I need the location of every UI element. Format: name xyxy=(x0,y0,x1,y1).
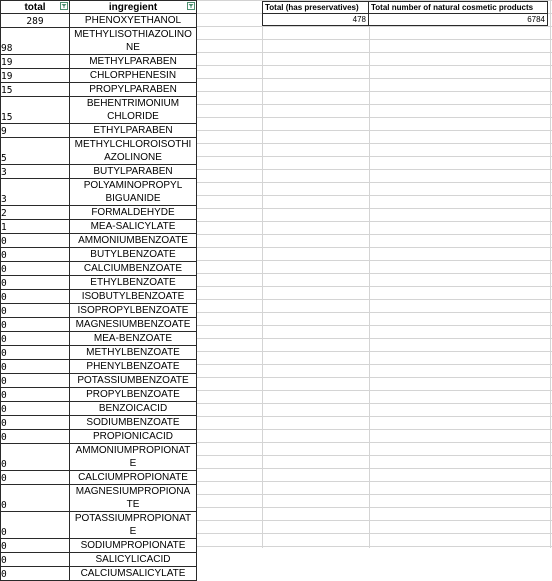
cell-ingredient[interactable] xyxy=(70,444,197,471)
cell-total[interactable]: 0 xyxy=(1,276,70,290)
table-row xyxy=(1,97,197,124)
table-row xyxy=(1,416,197,430)
cell-ingredient[interactable] xyxy=(70,220,197,234)
cell-total[interactable]: 0 xyxy=(1,262,70,276)
cell-ingredient[interactable] xyxy=(70,69,197,83)
table-row xyxy=(1,332,197,346)
cell-ingredient-line: E xyxy=(129,458,137,469)
cell-total[interactable]: 5 xyxy=(1,138,70,165)
cell-ingredient[interactable] xyxy=(70,346,197,360)
cell-total[interactable]: 0 xyxy=(1,248,70,262)
table-row xyxy=(1,567,197,581)
cell-total[interactable]: 2 xyxy=(1,206,70,220)
table-row xyxy=(1,206,197,220)
table-row xyxy=(1,276,197,290)
cell-ingredient-line: POLYAMINOPROPYL xyxy=(83,180,183,191)
cell-ingredient-line: BUTYLPARABEN xyxy=(93,166,173,177)
cell-ingredient-line: POTASSIUMPROPIONAT xyxy=(74,513,192,524)
cell-total[interactable]: 0 xyxy=(1,360,70,374)
cell-total[interactable]: 0 xyxy=(1,318,70,332)
cell-ingredient-line: BENZOICACID xyxy=(98,403,168,414)
cell-ingredient-line: METHYLPARABEN xyxy=(89,56,177,67)
ingredient-table xyxy=(0,0,197,581)
table-row xyxy=(1,262,197,276)
cell-total[interactable]: 0 xyxy=(1,512,70,539)
cell-ingredient[interactable] xyxy=(70,234,197,248)
table-row xyxy=(1,430,197,444)
cell-ingredient[interactable] xyxy=(70,388,197,402)
cell-total[interactable]: 0 xyxy=(1,234,70,248)
cell-total[interactable]: 1 xyxy=(1,220,70,234)
cell-ingredient[interactable] xyxy=(70,165,197,179)
cell-total[interactable]: 0 xyxy=(1,304,70,318)
column-header-label: total xyxy=(24,1,46,13)
cell-total[interactable]: 15 xyxy=(1,97,70,124)
cell-ingredient[interactable] xyxy=(70,248,197,262)
cell-ingredient-line: CALCIUMSALICYLATE xyxy=(80,568,186,579)
cell-total[interactable]: 0 xyxy=(1,485,70,512)
table-row xyxy=(1,318,197,332)
cell-total[interactable]: 98 xyxy=(1,28,70,55)
cell-ingredient-line: MAGNESIUMBENZOATE xyxy=(75,319,191,330)
cell-ingredient-line: TE xyxy=(126,499,140,510)
cell-ingredient-line: CALCIUMBENZOATE xyxy=(83,263,183,274)
cell-ingredient-line: MAGNESIUMPROPIONA xyxy=(75,486,191,497)
table-row xyxy=(1,485,197,512)
cell-total[interactable]: 0 xyxy=(1,416,70,430)
cell-ingredient-line: AMMONIUMBENZOATE xyxy=(78,235,188,246)
table-row xyxy=(1,220,197,234)
cell-ingredient-line: AZOLINONE xyxy=(104,152,162,163)
table-row xyxy=(1,374,197,388)
cell-ingredient[interactable] xyxy=(70,318,197,332)
table-row xyxy=(1,360,197,374)
cell-ingredient[interactable] xyxy=(70,14,197,28)
cell-total[interactable]: 19 xyxy=(1,55,70,69)
table-row xyxy=(1,179,197,206)
cell-ingredient[interactable] xyxy=(70,485,197,512)
cell-ingredient-line: AMMONIUMPROPIONAT xyxy=(75,445,191,456)
cell-ingredient-line: PROPYLPARABEN xyxy=(89,84,177,95)
cell-total[interactable]: 0 xyxy=(1,430,70,444)
filter-dropdown-icon[interactable] xyxy=(60,2,68,10)
cell-ingredient-line: E xyxy=(129,526,137,537)
table-row xyxy=(1,402,197,416)
table-row xyxy=(1,165,197,179)
cell-ingredient-line: METHYLISOTHIAZOLINO xyxy=(74,29,192,40)
cell-ingredient[interactable] xyxy=(70,430,197,444)
summary-label-natural-products[interactable]: Total number of natural cosmetic products xyxy=(369,2,548,14)
cell-ingredient-line: POTASSIUMBENZOATE xyxy=(77,375,189,386)
table-row xyxy=(1,388,197,402)
table-row xyxy=(1,553,197,567)
cell-total[interactable]: 15 xyxy=(1,83,70,97)
gridline xyxy=(369,0,370,548)
cell-total[interactable]: 0 xyxy=(1,346,70,360)
cell-ingredient[interactable] xyxy=(70,290,197,304)
table-row xyxy=(1,69,197,83)
cell-ingredient-line: SODIUMPROPIONATE xyxy=(80,540,186,551)
cell-ingredient[interactable] xyxy=(70,360,197,374)
cell-ingredient[interactable] xyxy=(70,304,197,318)
cell-total[interactable]: 0 xyxy=(1,553,70,567)
cell-ingredient[interactable] xyxy=(70,402,197,416)
cell-ingredient-line: CALCIUMPROPIONATE xyxy=(78,472,188,483)
gridline xyxy=(550,0,551,548)
table-row xyxy=(1,444,197,471)
cell-ingredient-line: METHYLBENZOATE xyxy=(86,347,180,358)
cell-ingredient-line: MEA-BENZOATE xyxy=(93,333,173,344)
cell-total[interactable]: 0 xyxy=(1,402,70,416)
cell-ingredient[interactable] xyxy=(70,332,197,346)
cell-total[interactable]: 3 xyxy=(1,165,70,179)
cell-ingredient[interactable] xyxy=(70,97,197,124)
cell-ingredient[interactable] xyxy=(70,28,197,55)
cell-ingredient-line: CHLORIDE xyxy=(107,111,159,122)
cell-ingredient-line: PHENYLBENZOATE xyxy=(86,361,180,372)
summary-value-natural-products[interactable]: 6784 xyxy=(369,14,548,26)
cell-ingredient-line: SALICYLICACID xyxy=(95,554,171,565)
table-row xyxy=(1,290,197,304)
cell-total[interactable]: 289 xyxy=(1,14,70,28)
cell-total[interactable]: 0 xyxy=(1,471,70,485)
cell-ingredient[interactable] xyxy=(70,138,197,165)
cell-ingredient[interactable] xyxy=(70,276,197,290)
cell-ingredient[interactable] xyxy=(70,539,197,553)
cell-ingredient-line: SODIUMBENZOATE xyxy=(86,417,180,428)
cell-ingredient-line: NE xyxy=(126,42,140,53)
cell-ingredient-line: PHENOXYETHANOL xyxy=(84,15,182,26)
table-row xyxy=(1,234,197,248)
cell-total[interactable]: 0 xyxy=(1,374,70,388)
table-row xyxy=(1,248,197,262)
cell-total[interactable]: 0 xyxy=(1,539,70,553)
cell-ingredient-line: ETHYLPARABEN xyxy=(93,125,173,136)
cell-ingredient[interactable] xyxy=(70,262,197,276)
cell-ingredient[interactable] xyxy=(70,83,197,97)
cell-ingredient[interactable] xyxy=(70,553,197,567)
cell-total[interactable]: 0 xyxy=(1,388,70,402)
cell-ingredient[interactable] xyxy=(70,55,197,69)
cell-ingredient[interactable] xyxy=(70,206,197,220)
cell-ingredient[interactable] xyxy=(70,179,197,206)
table-body xyxy=(1,14,197,581)
cell-total[interactable]: 0 xyxy=(1,444,70,471)
cell-ingredient-line: ISOBUTYLBENZOATE xyxy=(81,291,185,302)
cell-ingredient-line: CHLORPHENESIN xyxy=(89,70,177,81)
table-row xyxy=(1,138,197,165)
table-row xyxy=(1,124,197,138)
cell-ingredient-line: BUTYLBENZOATE xyxy=(90,249,176,260)
gridline xyxy=(262,0,263,548)
cell-total[interactable]: 0 xyxy=(1,332,70,346)
cell-ingredient-line: BIGUANIDE xyxy=(105,193,161,204)
cell-ingredient[interactable] xyxy=(70,416,197,430)
cell-ingredient-line: ETHYLBENZOATE xyxy=(90,277,176,288)
summary-value-preservatives[interactable]: 478 xyxy=(263,14,369,26)
table-row xyxy=(1,539,197,553)
table-row xyxy=(1,14,197,28)
cell-ingredient[interactable] xyxy=(70,567,197,581)
column-header-label: ingregient xyxy=(108,1,158,13)
cell-ingredient-line: PROPIONICACID xyxy=(92,431,173,442)
cell-ingredient-line: FORMALDEHYDE xyxy=(91,207,175,218)
filter-dropdown-icon[interactable] xyxy=(187,2,195,10)
summary-label-preservatives[interactable]: Total (has preservatives) xyxy=(263,2,369,14)
cell-total[interactable]: 19 xyxy=(1,69,70,83)
cell-total[interactable]: 9 xyxy=(1,124,70,138)
cell-ingredient[interactable] xyxy=(70,512,197,539)
table-row xyxy=(1,512,197,539)
table-row xyxy=(1,55,197,69)
table-row xyxy=(1,346,197,360)
cell-ingredient-line: MEA-SALICYLATE xyxy=(90,221,176,232)
table-row xyxy=(1,304,197,318)
summary-table xyxy=(262,1,548,26)
column-header-total[interactable] xyxy=(1,1,70,14)
cell-total[interactable]: 3 xyxy=(1,179,70,206)
cell-ingredient[interactable] xyxy=(70,374,197,388)
cell-ingredient-line: PROPYLBENZOATE xyxy=(86,389,180,400)
cell-total[interactable]: 0 xyxy=(1,290,70,304)
column-header-ingredient[interactable] xyxy=(70,1,197,14)
table-row xyxy=(1,471,197,485)
table-row xyxy=(1,83,197,97)
cell-total[interactable]: 0 xyxy=(1,567,70,581)
table-row xyxy=(1,28,197,55)
cell-ingredient[interactable] xyxy=(70,124,197,138)
cell-ingredient-line: METHYLCHLOROISOTHI xyxy=(74,139,192,150)
cell-ingredient-line: ISOPROPYLBENZOATE xyxy=(77,305,189,316)
cell-ingredient[interactable] xyxy=(70,471,197,485)
cell-ingredient-line: BEHENTRIMONIUM xyxy=(86,98,180,109)
